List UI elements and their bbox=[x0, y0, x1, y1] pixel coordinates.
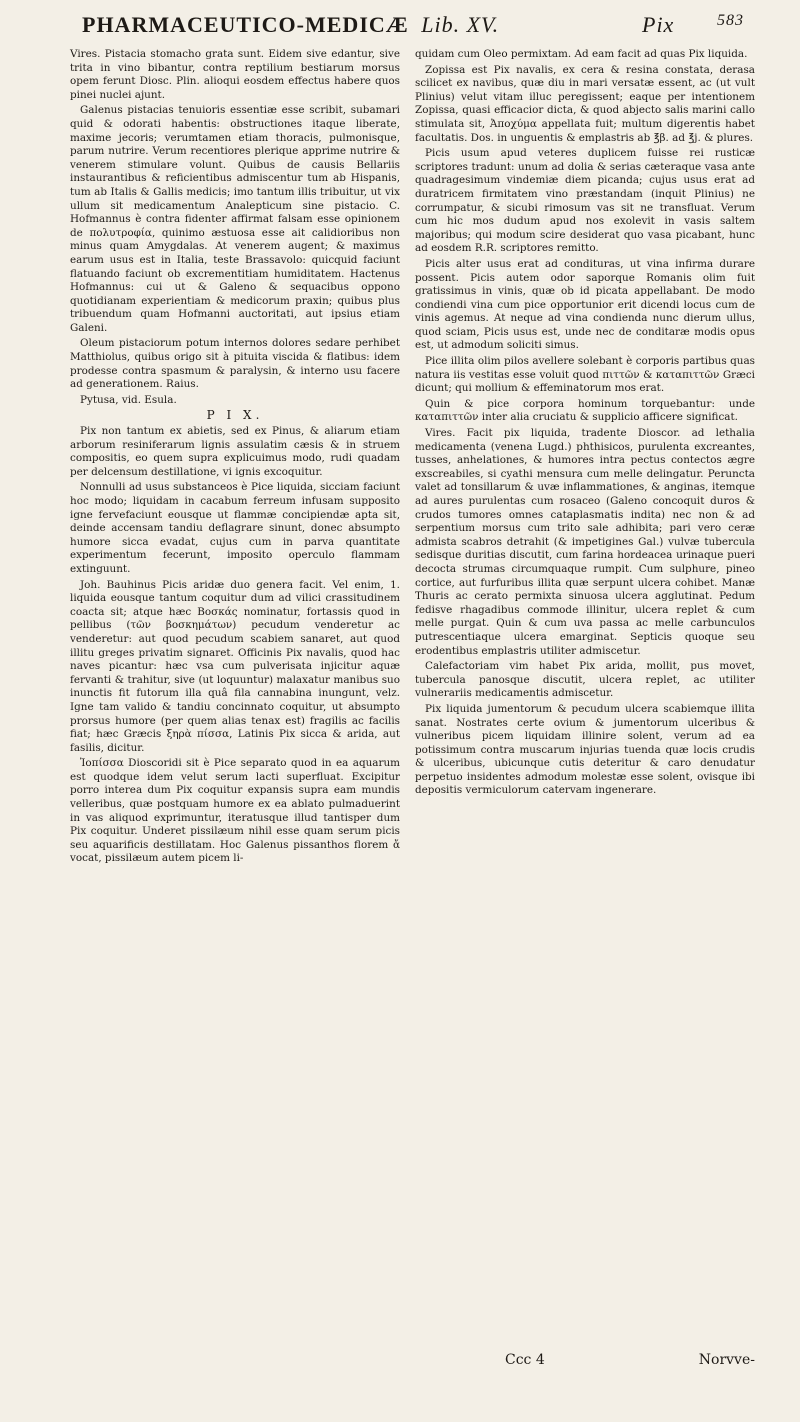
paragraph: Nonnulli ad usus substanceos è Pice liquida, sicciam faciunt hoc modo; liquidam in cacabum ferreum infusam supposito igne fervefaciunt eousque ut flammæ concipiendæ apta sit, deinde accensam tandiu deflagrare sinunt, donec absumpto humore sicca evadat, cujus cum in parva quantitate experimentum fecerunt, imposito operculo flammam extinguunt. bbox=[70, 481, 400, 575]
page-footer bbox=[415, 1352, 755, 1372]
paragraph: Pytusa, vid. Esula. bbox=[80, 393, 177, 406]
paragraph: Pix non tantum ex abietis, sed ex Pinus, & aliarum etiam arborum resiniferarum lignis assulatim cæsis & in struem compositis, eo quem supra explicuimus modo, rudi quadam per delcensum destillatione, vi ignis excoquitur. bbox=[70, 425, 400, 478]
catchword: Norvve- bbox=[698, 1352, 755, 1368]
paragraph: Vires. Pistacia stomacho grata sunt. Eidem sive edantur, sive trita in vino bibantur, contra reptilium bestiarum morsus opem ferunt Diosc. Plin. alioqui eosdem effectus habere quos pinei nuclei ajunt. bbox=[70, 48, 400, 101]
paragraph: Picis alter usus erat ad condituras, ut vina infirma durare possent. Picis autem odor saporque Romanis olim fuit gratissimus in vinis, quæ ob id picata appellabant. De modo condiendi vina cum pice opportunior erit dicendi locus cum de vinis agemus. At neque ad vina condienda nunc dierum ullus, quod sciam, Picis usus est, unde nec de conditaræ modis opus est, ut admodum soliciti simus. bbox=[415, 257, 755, 352]
paragraph: Oleum pistaciorum potum internos dolores sedare perhibet Matthiolus, quibus origo sit à pituita viscida & flatibus: idem prodesse contra spasmum & paralysin, & interno usu facere ad generationem. Raius. bbox=[70, 337, 400, 391]
paragraph: Joh. Bauhinus Picis aridæ duo genera facit. Vel enim, 1. liquida eousque tantum coquitur dum ad vilici crassitudinem coacta sit; atque hæc Βοσκάς nominatur, fortassis quod in pellibus (τῶν βοσκημάτων) pecudum venderetur ac venderetur: aut quod pecudum scabiem sanaret, aut quod illitu greges privatim signaret. Officinis Pix navalis, quod hac naves picantur: hæc vsa cum pulverisata injicitur aquæ fervanti & trahitur, sive (ut loquuntur) malaxatur manibus suo inunctis fit futorum illa quâ fila cannabina inungunt, velz. Igne tam valido & tandiu concinnato coquitur, ut absumpto prorsus humore (per quem alias tenax est) fragilis ac facilis fiat; hæc Græcis ξηρὰ πίσσα, Latinis Pix sicca & arida, aut fasilis, dicitur. bbox=[70, 578, 400, 754]
page-number: 583 bbox=[717, 12, 744, 29]
right-column bbox=[415, 48, 755, 800]
section-heading: P I X. bbox=[206, 408, 264, 423]
paragraph: Picis usum apud veteres duplicem fuisse rei rusticæ scriptores tradunt: unum ad dolia & serias cæteraque vasa ante quadragesimum vindemiæ diem picanda; cujus usus erat ad duratricem firmitatem vino præstandam (inquit Plinius) ne corrumpatur, & sicubi rimosum vas sit ne transfluat. Verum cum hic mos dudum apud nos exolevit in vasis saltem majoribus; qui modum scire desiderat quo vasa picabant, hunc ad eosdem R.R. scriptores remitto. bbox=[415, 147, 755, 255]
paragraph: Pice illita olim pilos avellere solebant è corporis partibus quas natura iis vestitas esse voluit quod πιττῶν & καταπιττῶν Græci dicunt; qui mollium & effeminatorum mos erat. bbox=[415, 355, 755, 395]
left-column bbox=[70, 48, 400, 868]
paragraph: Pix liquida jumentorum & pecudum ulcera scabiemque illita sanat. Nostrates certe ovium & jumentorum ulceribus & vulneribus picem liquidam illinire solent, verum ad ea potissimum contra muscarum injurias tuenda quæ locis crudis & ulceribus, ubicunque cutis deteritur & caro denudatur perpetuo insidentes admodum molestæ esse solent, ovisque ibi depositis vermiculorum catervam ingenerare. bbox=[415, 702, 755, 797]
paragraph: Zopissa est Pix navalis, ex cera & resina constata, derasa scilicet ex navibus, quæ diu in mari versatæ essent, ac (ut vult Plinius) velut vitam illuc peregissent; eaque per intentionem Zopissa, quasi efficacior dicta, & quod abjecto salis marini callo stimulata sit, Ἀποχύμα appellata fuit; multum digerentis habet facultatis. Dos. in unguentis & emplastris ab ℥β. ad ℥j. & plures. bbox=[415, 63, 755, 144]
paragraph: Quin & pice corpora hominum torquebantur: unde καταπιττῶν inter alia cruciatu & supplicio afficere significat. bbox=[415, 397, 755, 424]
section-title: Pix bbox=[642, 12, 675, 37]
paragraph: quidam cum Oleo permixtam. Ad eam facit ad quas Pix liquida. bbox=[415, 48, 748, 60]
book-number: Lib. XV. bbox=[421, 12, 500, 37]
running-title: PHARMACEUTICO-MEDICÆ bbox=[82, 12, 409, 37]
paragraph: Galenus pistacias tenuioris essentiæ esse scribit, subamari quid & odorati habentis: obstructiones itaque liberate, maxime jecoris; verumtamen etiam thoracis, pulmonisque, parum nutrire. Verum recentiores plerique apprime nutrire & venerem stimulare volunt. Quibus de causis Bellariis instaurantibus & reficientibus admiscentur tum ab Hispanis, tum ab Italis & Gallis medicis; imo tantum illis tribuitur, ut vix ullum sit medicamentum Analepticum sine pistacio. C. Hofmannus è contra fidenter affirmat falsam esse opinionem de πολυτροφία, quinimo æstuosa esse ait calidioribus non minus quam Amygdalas. At venerem augent; & maximus earum usus est in Italia, teste Brassavolo: quicquid faciunt flatuando faciunt ob excrementitiam humiditatem. Hactenus Hofmannus: cui ut & Galeno & sequacibus oppono quotidianam experientiam & medicorum praxin; quibus plus tribuendum quam Hofmanni auctoritati, aut ipsius etiam Galeni. bbox=[70, 104, 400, 334]
paragraph: Calefactoriam vim habet Pix arida, mollit, pus movet, tubercula panosque discutit, ulcera replet, ac utiliter vulnerariis medicamentis admiscetur. bbox=[415, 660, 755, 700]
paragraph: Ἰοπίσσα Dioscoridi sit è Pice separato quod in ea aquarum est quodque idem velut serum lacti superfluat. Excipitur porro interea dum Pix coquitur expansis supra eam mundis velleribus, quæ postquam humore ex ea ablato pulmaduerint in vas aliquod exprimuntur, iteratusque illud tantisper dum Pix coquitur. Underet pissilæum nihil esse quam serum picis seu aquarificis destillatam. Hoc Galenus pissanthos florem ἄ vocat, pissilæum autem picem li- bbox=[70, 757, 400, 865]
running-header bbox=[82, 12, 782, 48]
paragraph: Vires. Facit pix liquida, tradente Dioscor. ad lethalia medicamenta (venena Lugd.) phthisicos, purulenta excreantes, tusses, anhelationes, & humores intra pectus contectos ægre exscreabiles, si cyathi mensura cum melle delingatur. Perunctа valet ad tonsillarum & uvæ inflammationes, & anginas, itemque ad aures purulentas cum rosaceo (Galeno concoquit duros & crudos tumores omnes cataplasmatis indita) nec non & ad serpentium morsus cum trito sale adhibita; pari vero ceræ admista scabros detrahit (& impetigines Gal.) vulvæ tubercula sedisque duritias discutit, cum farina hordeacea urinaque pueri decocta strumas circumquaque rumpit. Cum sulphure, pineo cortice, aut furfuribus illita quæ serpunt ulcera cohibet. Manæ Thuris ac cerato permixta sinuosa ulcera agglutinat. Pedum fedisve rhagadibus commode illinitur, ulcera replet & cum melle purgat. Quin & cum uva passa ac melle carbunculos putrescentiaque ulcera emarginat. Septicis quoque seu erodentibus emplastris utiliter admiscetur. bbox=[415, 427, 755, 657]
signature-mark: Ccc 4 bbox=[505, 1352, 545, 1368]
